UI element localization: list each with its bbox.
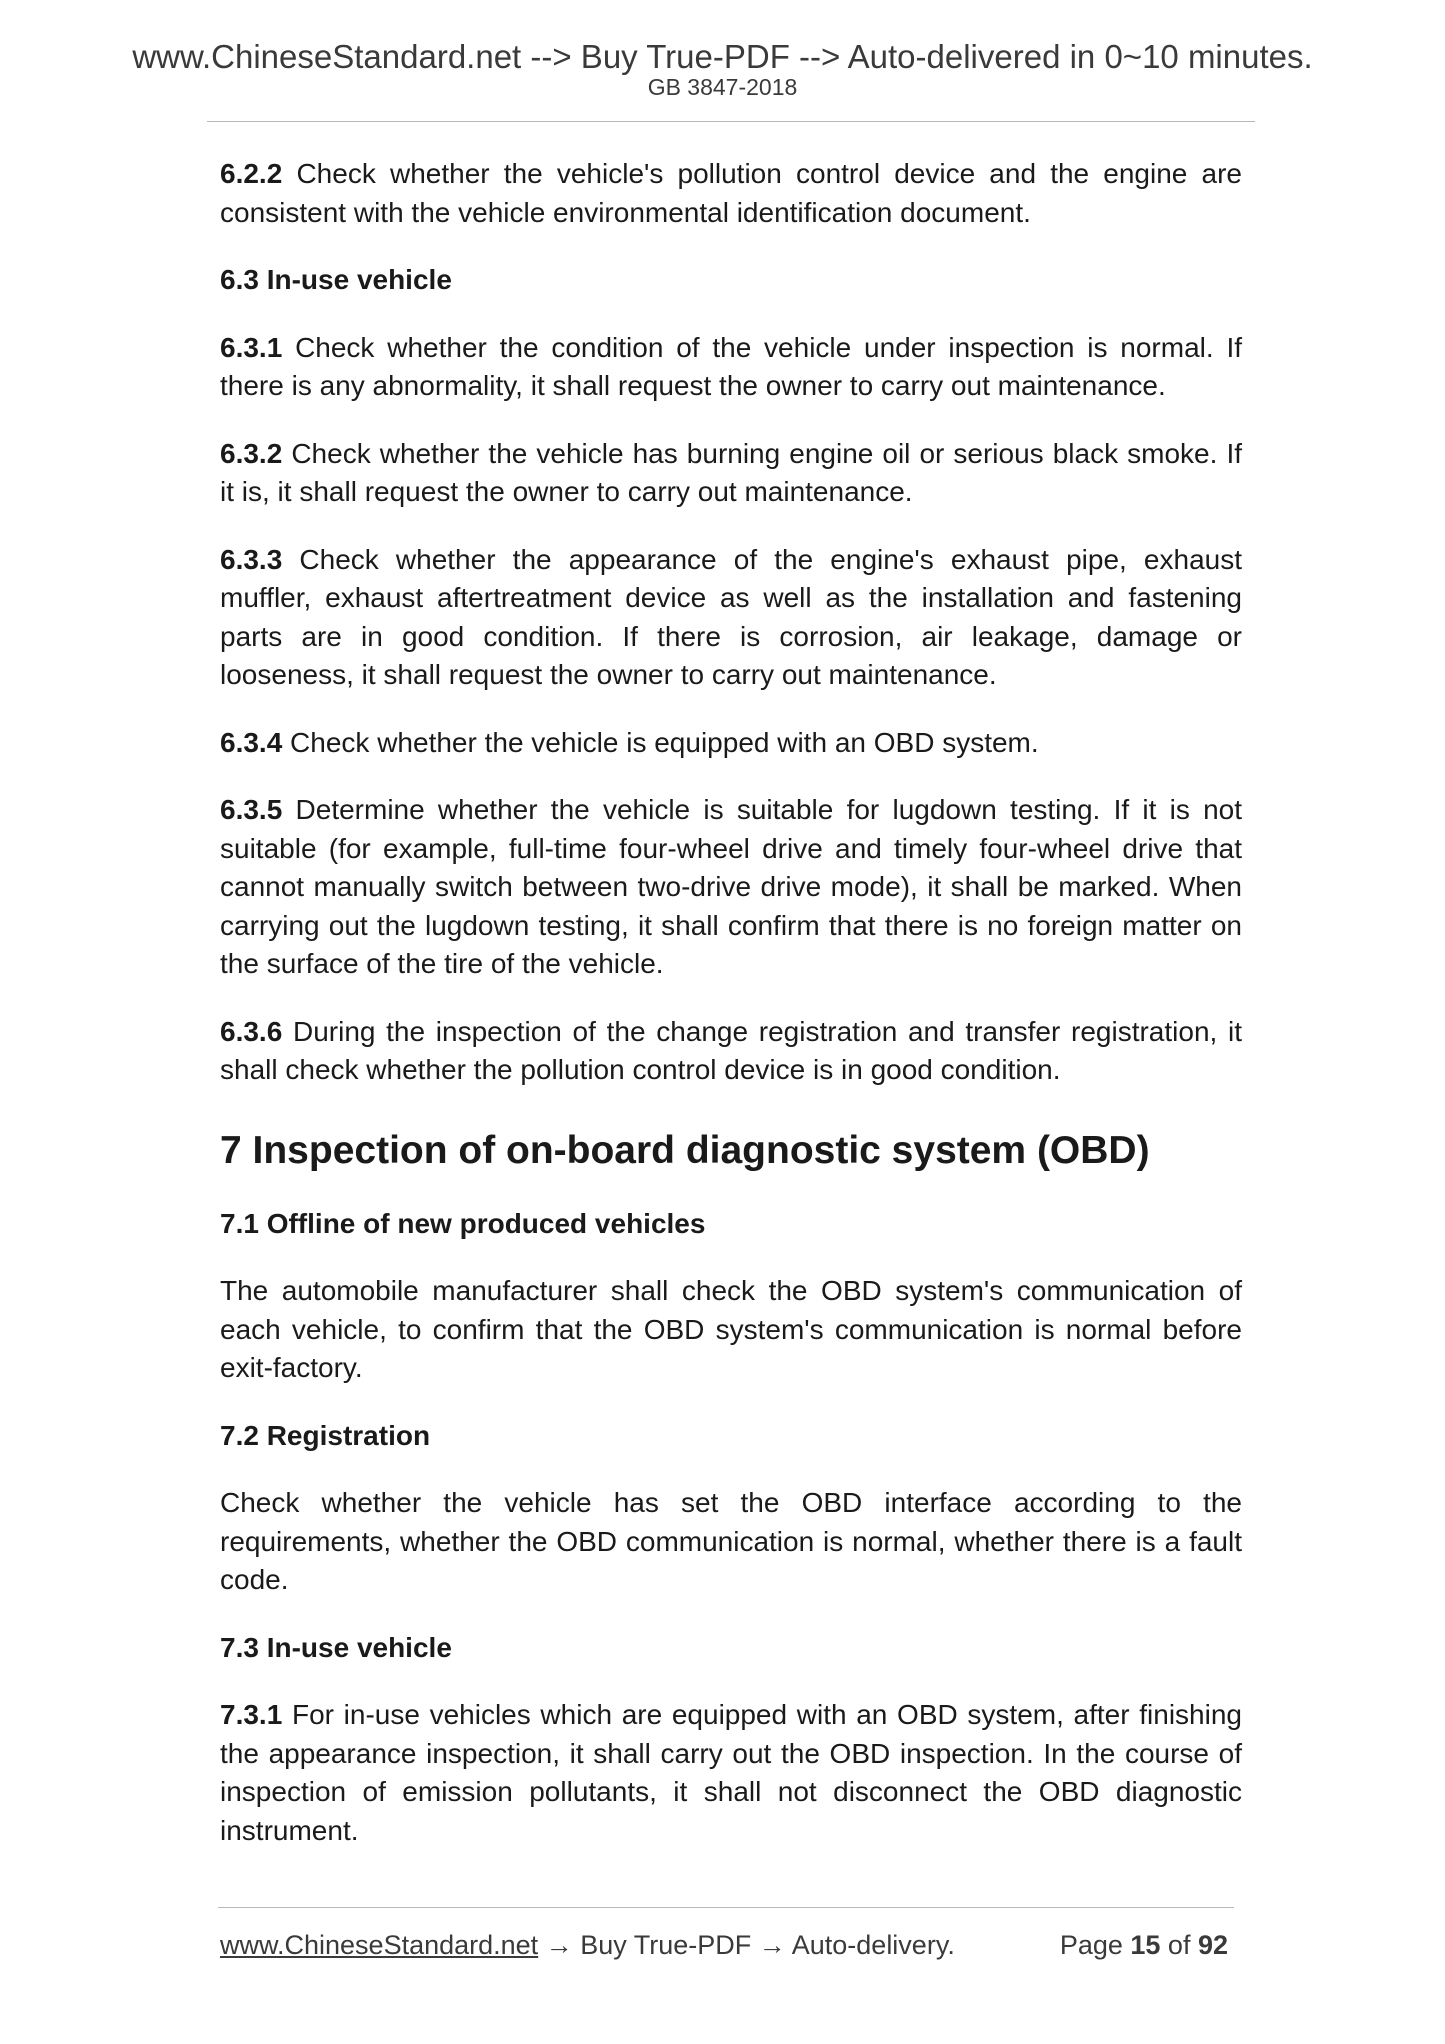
clause-6-3-3 bbox=[220, 541, 1242, 695]
clause-text: During the inspection of the change registration and transfer registration, it shall check whether the pollution control device is in good condition. bbox=[220, 1015, 1242, 1085]
heading-7-2: 7.2 Registration bbox=[220, 1419, 431, 1451]
clause-text: Check whether the vehicle has burning engine oil or serious black smoke. If it is, it shall request the owner to carry out maintenance. bbox=[220, 437, 1242, 507]
page-indicator bbox=[1060, 1928, 1228, 1962]
clause-number: 6.3.6 bbox=[220, 1015, 283, 1047]
clause-6-3-4 bbox=[220, 724, 1242, 763]
clause-number: 6.2.2 bbox=[220, 158, 283, 189]
clause-6-3-5 bbox=[220, 791, 1242, 984]
clause-6-2-2 bbox=[220, 155, 1242, 232]
footer-promo bbox=[220, 1928, 955, 1962]
page-footer bbox=[220, 1928, 1234, 1962]
footer-tail: → Buy True-PDF → Auto-delivery. bbox=[538, 1930, 955, 1960]
clause-number: 6.3.5 bbox=[220, 794, 283, 825]
page-total: 92 bbox=[1197, 1930, 1228, 1960]
heading-7-3: 7.3 In-use vehicle bbox=[220, 1631, 452, 1663]
header-banner: www.ChineseStandard.net --> Buy True-PDF --> Auto-delivered in 0~10 minutes. bbox=[132, 38, 1313, 75]
paragraph-7-1: The automobile manufacturer shall check the OBD system's communication of each vehicle, to confirm that the OBD system's communication is normal before exit-factory. bbox=[220, 1275, 1242, 1383]
paragraph-7-2: Check whether the vehicle has set the OBD interface according to the requirements, whether the OBD communication is normal, whether there is a fault code. bbox=[220, 1487, 1242, 1595]
clause-text: Check whether the vehicle is equipped with an OBD system. bbox=[282, 726, 1039, 758]
clause-number: 6.3.1 bbox=[220, 331, 283, 363]
clause-6-3-2 bbox=[220, 435, 1242, 512]
footer-link[interactable]: www.ChineseStandard.net bbox=[220, 1930, 539, 1960]
clause-text: Check whether the vehicle's pollution control device and the engine are consistent with the vehicle environmental identification document. bbox=[220, 158, 1242, 228]
clause-text: For in-use vehicles which are equipped with an OBD system, after finishing the appearance inspection, it shall carry out the OBD inspection. In the course of inspection of emission pollutants, it shall not disconnect the OBD diagnostic instrument. bbox=[220, 1699, 1242, 1846]
clause-number: 6.3.3 bbox=[220, 543, 283, 575]
header-divider bbox=[207, 121, 1255, 122]
clause-7-3-1 bbox=[220, 1696, 1242, 1850]
page-label: Page bbox=[1059, 1930, 1131, 1960]
clause-number: 6.3.2 bbox=[220, 437, 283, 469]
clause-number: 7.3.1 bbox=[220, 1699, 283, 1730]
section-heading-7: 7 Inspection of on-board diagnostic system (OBD) bbox=[220, 1128, 1150, 1172]
clause-text: Check whether the condition of the vehicle under inspection is normal. If there is any abnormality, it shall request the owner to carry out maintenance. bbox=[220, 331, 1242, 401]
heading-7-1: 7.1 Offline of new produced vehicles bbox=[220, 1207, 706, 1239]
clause-text: Check whether the appearance of the engine's exhaust pipe, exhaust muffler, exhaust aftertreatment device as well as the installation and fastening parts are in good condition. If there is corrosion, air leakage, damage or looseness, it shall request the owner to carry out maintenance. bbox=[220, 543, 1242, 690]
of-label: of bbox=[1160, 1930, 1198, 1960]
clause-number: 6.3.4 bbox=[220, 726, 283, 758]
clause-text: Determine whether the vehicle is suitable for lugdown testing. If it is not suitable (for example, full-time four-wheel drive and timely four-wheel drive that cannot manually switch between two-drive drive mode), it shall be marked. When carrying out the lugdown testing, it shall confirm that there is no foreign matter on the surface of the tire of the vehicle. bbox=[220, 794, 1242, 979]
heading-6-3: 6.3 In-use vehicle bbox=[220, 264, 452, 295]
page-number: 15 bbox=[1130, 1930, 1161, 1960]
document-id: GB 3847-2018 bbox=[647, 74, 798, 100]
clause-6-3-6 bbox=[220, 1013, 1242, 1090]
footer-divider bbox=[218, 1907, 1234, 1908]
clause-6-3-1 bbox=[220, 329, 1242, 406]
page-body bbox=[220, 155, 1242, 1879]
